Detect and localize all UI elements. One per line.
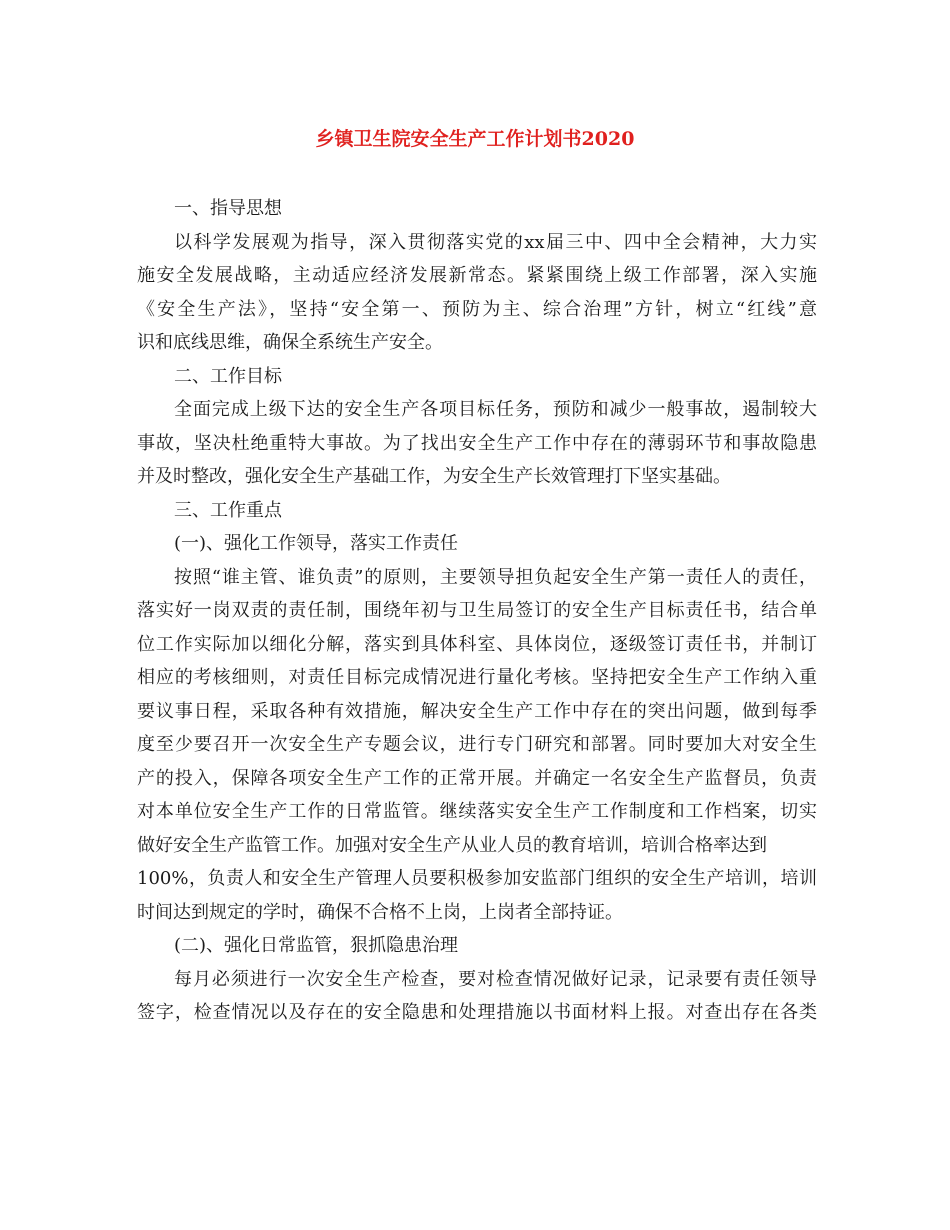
- body-line: (一)、强化工作领导，落实工作责任: [174, 533, 459, 554]
- body-line: 一、指导思想: [174, 198, 282, 219]
- body-line: 按照“谁主管、谁负责”的原则，主要领导担负起安全生产第一责任人的责任，: [174, 566, 817, 588]
- body-line: 每月必须进行一次安全生产检查，要对检查情况做好记录，记录要有责任领导: [174, 968, 817, 990]
- body-line: 以科学发展观为指导，深入贯彻落实党的xx届三中、四中全会精神，大力实: [174, 231, 817, 253]
- document-body: [137, 192, 817, 1030]
- body-line: 全面完成上级下达的安全生产各项目标任务，预防和减少一般事故，遏制较大: [174, 399, 817, 420]
- body-line: 事故，坚决杜绝重特大事故。为了找出安全生产工作中存在的薄弱环节和事故隐患: [137, 432, 817, 454]
- body-line: 100%，负责人和安全生产管理人员要积极参加安监部门组织的安全生产培训，培训: [137, 868, 817, 889]
- document-title: 乡镇卫生院安全生产工作计划书2020: [315, 128, 635, 150]
- body-line: 位工作实际加以细化分解，落实到具体科室、具体岗位，逐级签订责任书，并制订: [137, 633, 817, 655]
- body-line: 《安全生产法》，坚持“安全第一、预防为主、综合治理”方针，树立“红线”意: [137, 298, 817, 320]
- body-line: 度至少要召开一次安全生产专题会议，进行专门研究和部署。同时要加大对安全生: [137, 734, 817, 755]
- body-line: 签字，检查情况以及存在的安全隐患和处理措施以书面材料上报。对查出存在各类: [137, 1002, 817, 1023]
- body-line: 并及时整改，强化安全生产基础工作，为安全生产长效管理打下坚实基础。: [137, 466, 731, 487]
- body-line: 落实好一岗双责的责任制，围绕年初与卫生局签订的安全生产目标责任书，结合单: [137, 600, 817, 621]
- body-line: 要议事日程，采取各种有效措施，解决安全生产工作中存在的突出问题，做到每季: [137, 700, 817, 722]
- body-line: 三、工作重点: [174, 499, 282, 521]
- body-line: 时间达到规定的学时，确保不合格不上岗，上岗者全部持证。: [137, 901, 623, 923]
- body-line: 施安全发展战略，主动适应经济发展新常态。紧紧围绕上级工作部署，深入实施: [137, 265, 817, 286]
- body-line: 做好安全生产监管工作。加强对安全生产从业人员的教育培训，培训合格率达到: [137, 834, 767, 856]
- body-line: 对本单位安全生产工作的日常监管。继续落实安全生产工作制度和工作档案，切实: [137, 801, 817, 822]
- body-line: 相应的考核细则，对责任目标完成情况进行量化考核。坚持把安全生产工作纳入重: [137, 667, 817, 688]
- body-line: 二、工作目标: [174, 365, 282, 387]
- body-line: 识和底线思维，确保全系统生产安全。: [137, 332, 443, 353]
- body-line: (二)、强化日常监管，狠抓隐患治理: [174, 935, 459, 956]
- body-line: 产的投入，保障各项安全生产工作的正常开展。并确定一名安全生产监督员，负责: [137, 767, 817, 789]
